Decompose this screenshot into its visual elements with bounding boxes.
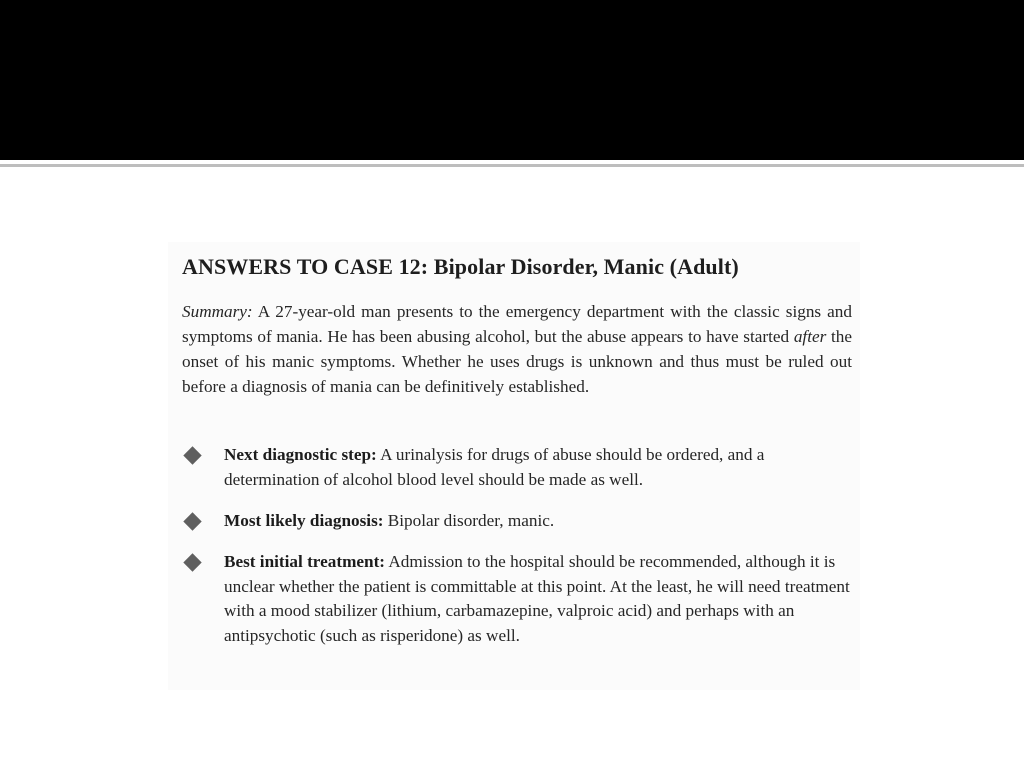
page-heading: ANSWERS TO CASE 12: Bipolar Disorder, Manic (Adult) (182, 254, 739, 279)
summary-text-part1: A 27-year-old man presents to the emergency department with the classic signs and symptoms of mania. He has been abusing alcohol, but the abuse appears to have started (182, 302, 852, 346)
bullet-body: A urinalysis for drugs of abuse should be ordered, and a determination of alcohol blood level should be made as well. (224, 445, 765, 489)
summary-emphasis: after (793, 327, 827, 346)
bullet-term: Best initial treatment: (224, 552, 386, 571)
bullet-text (224, 443, 852, 492)
slide-title-band (0, 0, 1024, 160)
summary-text-part2: the onset of his manic symptoms. Whether he uses drugs is unknown and thus must be ruled out before a diagnosis of mania can be definitively established. (182, 327, 852, 396)
bullet-body: Bipolar disorder, manic. (383, 511, 555, 530)
summary-paragraph (182, 299, 852, 399)
bullet-body: Admission to the hospital should be recommended, although it is unclear whether the patient is committable at this point. At the least, he will need treatment with a mood stabilizer (lithium, carbamazepine, valproic acid) and perhaps with an antipsychotic (such as risperidone) as well. (224, 552, 850, 645)
bullet-text (224, 509, 852, 534)
bullet-term: Next diagnostic step: (224, 445, 377, 464)
summary-label: Summary: (182, 302, 253, 321)
bullet-text (224, 550, 852, 648)
bullet-term: Most likely diagnosis: (224, 511, 384, 530)
